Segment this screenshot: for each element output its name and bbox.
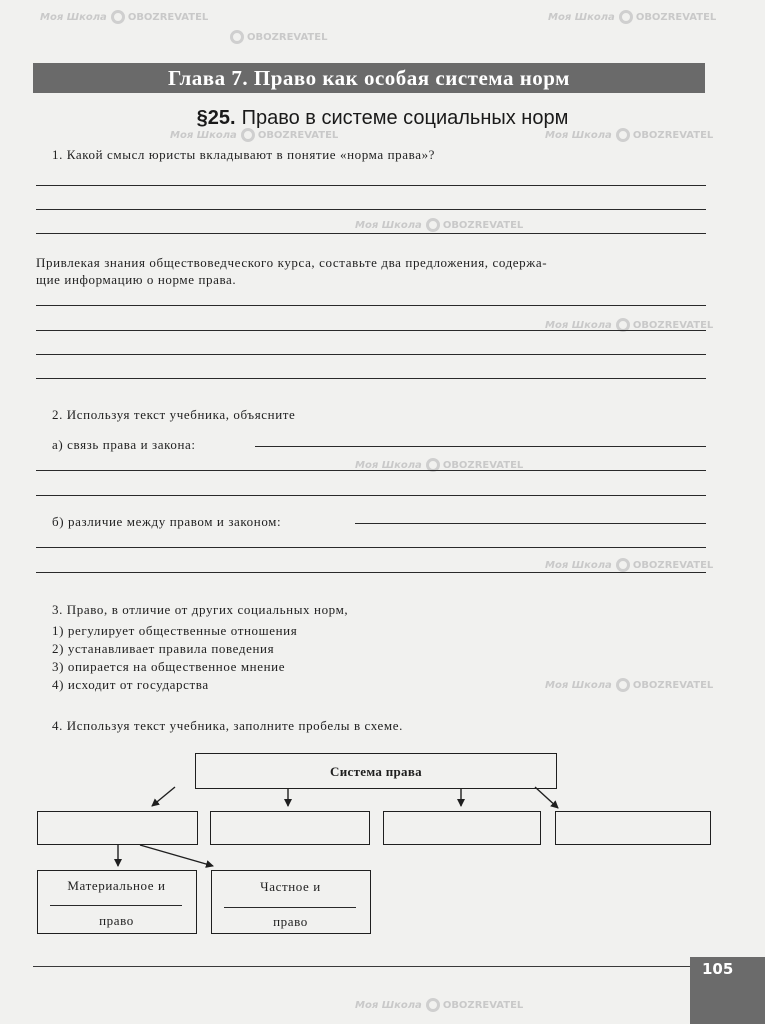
watermark: Моя Школа OBOZREVATEL xyxy=(355,460,524,471)
task1-question: 1. Какой смысл юристы вкладывают в понятие «норма права»? xyxy=(52,147,436,162)
watermark: Моя Школа OBOZREVATEL xyxy=(170,130,339,141)
page-number: 105 xyxy=(702,960,734,978)
watermark: Моя Школа OBOZREVATEL xyxy=(545,560,714,571)
diagram-root-label: Система права xyxy=(330,763,422,779)
section-number: §25. xyxy=(196,107,236,129)
arrow-icon xyxy=(152,787,175,806)
watermark: Моя Школа OBOZREVATEL xyxy=(40,12,209,23)
task3-option[interactable]: 3) опирается на общественное мнение xyxy=(52,659,286,674)
page-number-badge xyxy=(690,957,765,1024)
diagram-box-top-text: Материальное и xyxy=(67,878,166,893)
watermark: Моя Школа OBOZREVATEL xyxy=(355,1000,524,1011)
task1-subtask-line2: щие информацию о норме права. xyxy=(36,272,237,287)
watermark: OBOZREVATEL xyxy=(230,30,327,44)
arrow-icon xyxy=(535,787,558,808)
task3-option[interactable]: 2) устанавливает правила поведения xyxy=(52,641,275,656)
diagram-box-bottom-text: право xyxy=(99,913,134,928)
section-title-text: Право в системе социальных норм xyxy=(241,107,569,129)
watermark: Моя Школа OBOZREVATEL xyxy=(355,220,524,231)
diagram-box-bottom-text: право xyxy=(273,914,308,929)
task3-question: 3. Право, в отличие от других социальных норм, xyxy=(52,602,349,617)
task4-question: 4. Используя текст учебника, заполните пробелы в схеме. xyxy=(52,718,403,733)
task1-subtask-line1: Привлекая знания обществоведческого курса, составьте два предложения, содержа- xyxy=(36,255,548,270)
task2-part-a-label: а) связь права и закона: xyxy=(52,437,196,452)
task2-question: 2. Используя текст учебника, объясните xyxy=(52,407,296,422)
watermark: Моя Школа OBOZREVATEL xyxy=(548,12,717,23)
task3-option[interactable]: 4) исходит от государства xyxy=(52,677,209,692)
task2-part-b-label: б) различие между правом и законом: xyxy=(52,514,282,529)
watermark: Моя Школа OBOZREVATEL xyxy=(545,680,714,691)
task3-option[interactable]: 1) регулирует общественные отношения xyxy=(52,623,298,638)
chapter-title: Глава 7. Право как особая система норм xyxy=(168,65,570,90)
watermark: Моя Школа OBOZREVATEL xyxy=(545,130,714,141)
arrow-icon xyxy=(140,845,213,866)
watermark: Моя Школа OBOZREVATEL xyxy=(545,320,714,331)
footer-rule xyxy=(33,966,690,967)
diagram-box-top-text: Частное и xyxy=(260,879,321,894)
